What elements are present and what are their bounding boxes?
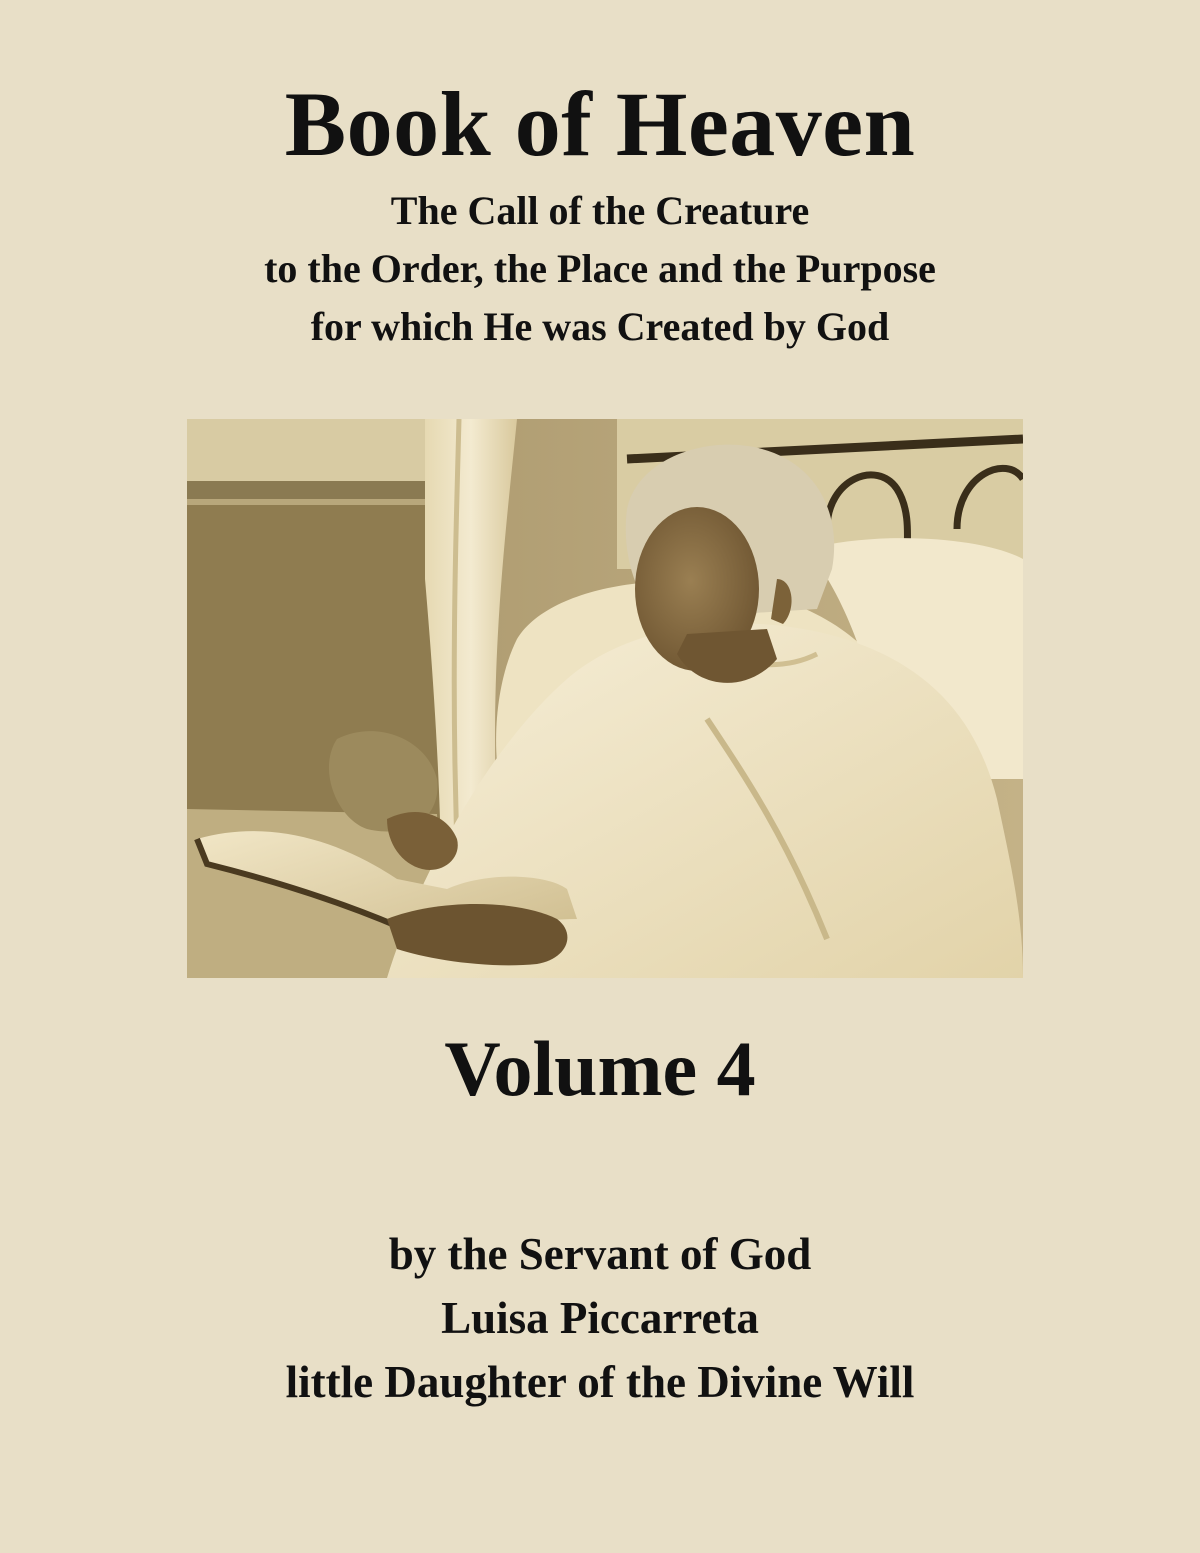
subtitle-line: for which He was Created by God [310, 304, 890, 349]
wall-upper [187, 419, 447, 481]
wall-stripe-light [187, 499, 447, 505]
book-title: Book of Heaven [284, 73, 916, 175]
author-line: by the Servant of God [388, 1229, 812, 1279]
volume-number: Volume 4 [444, 1025, 756, 1112]
wall-stripe [187, 481, 447, 499]
book-subtitle [0, 182, 1200, 356]
author-line: little Daughter of the Divine Will [285, 1357, 915, 1407]
author-name: Luisa Piccarreta [441, 1293, 759, 1343]
subtitle-line: The Call of the Creature [390, 188, 810, 233]
cover-photo [187, 419, 1023, 978]
subtitle-line: to the Order, the Place and the Purpose [264, 246, 936, 291]
author-block [0, 1222, 1200, 1414]
